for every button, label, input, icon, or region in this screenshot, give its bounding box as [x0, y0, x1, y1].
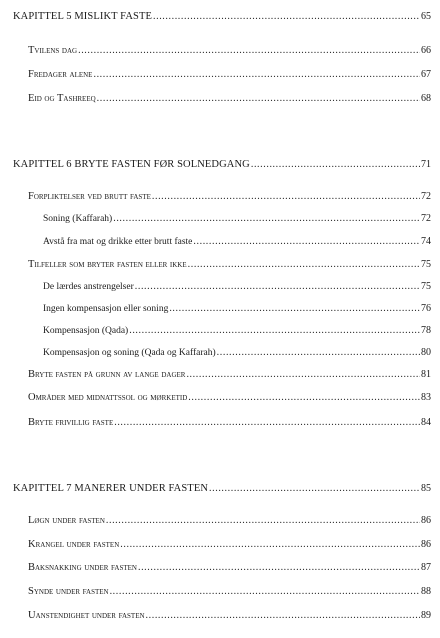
entry-label: Baksnakking under fasten [28, 562, 137, 573]
dot-leader [193, 235, 420, 249]
page-number: 81 [421, 369, 431, 380]
page-number: 80 [421, 347, 431, 358]
dot-leader [114, 416, 420, 430]
dot-leader [169, 302, 420, 316]
toc-entry[interactable] [28, 92, 431, 106]
toc-subentry[interactable] [43, 235, 431, 249]
entry-label: Områder med midnattssol og mørketid [28, 392, 188, 403]
entry-label: Uanstendighet under fasten [28, 610, 145, 621]
entry-label: Forpliktelser ved brutt faste [28, 191, 151, 202]
toc-entry[interactable] [28, 258, 431, 272]
page-number: 86 [421, 515, 431, 526]
page-number: 76 [421, 303, 431, 314]
entry-label: Tvilens dag [28, 45, 78, 56]
page-number: 74 [421, 236, 431, 247]
dot-leader [106, 514, 420, 528]
dot-leader [129, 324, 420, 338]
entry-label: Kompensasjon (Qada) [43, 326, 129, 336]
page-number: 83 [421, 392, 431, 403]
dot-leader [135, 280, 420, 294]
toc-entry[interactable] [28, 609, 431, 623]
toc-entry[interactable] [28, 538, 431, 552]
page-number: 87 [421, 562, 431, 573]
page-number: 89 [421, 610, 431, 621]
entry-label: Krangel under fasten [28, 539, 120, 550]
toc-entry[interactable] [28, 514, 431, 528]
chapter-title: KAPITTEL 6 BRYTE FASTEN FØR SOLNEDGANG [13, 159, 250, 170]
entry-label: Kompensasjon og soning (Qada og Kaffarah) [43, 348, 216, 358]
page-number: 65 [421, 11, 431, 22]
page-number: 84 [421, 417, 431, 428]
toc-chapter-7[interactable] [13, 482, 431, 496]
dot-leader [146, 609, 420, 623]
toc-subentry[interactable] [43, 280, 431, 294]
entry-label: Soning (Kaffarah) [43, 214, 113, 224]
chapter-title: KAPITTEL 7 MANERER UNDER FASTEN [13, 483, 209, 494]
dot-leader [188, 258, 420, 272]
dot-leader [97, 92, 420, 106]
page-number: 86 [421, 539, 431, 550]
dot-leader [110, 585, 420, 599]
toc-subentry[interactable] [43, 212, 431, 226]
page-number: 88 [421, 586, 431, 597]
dot-leader [78, 44, 420, 58]
entry-label: De lærdes anstrengelser [43, 282, 134, 292]
page-number: 72 [421, 191, 431, 202]
entry-label: Bryte frivillig faste [28, 417, 114, 428]
entry-label: Bryte fasten på grunn av lange dager [28, 369, 186, 380]
toc-entry[interactable] [28, 368, 431, 382]
toc-chapter-5[interactable] [13, 10, 431, 24]
entry-label: Fredager alene [28, 69, 93, 80]
chapter-title: KAPITTEL 5 MISLIKT FASTE [13, 11, 152, 22]
dot-leader [152, 190, 420, 204]
entry-label: Eid og Tashreeq [28, 93, 96, 104]
dot-leader [188, 391, 420, 405]
page-number: 75 [421, 259, 431, 270]
entry-label: Avstå fra mat og drikke etter brutt faste [43, 237, 193, 247]
toc-subentry[interactable] [43, 302, 431, 316]
toc-entry[interactable] [28, 585, 431, 599]
page-number: 85 [421, 483, 431, 494]
dot-leader [93, 68, 420, 82]
toc-entry[interactable] [28, 561, 431, 575]
toc-entry[interactable] [28, 68, 431, 82]
page-number: 71 [421, 159, 431, 170]
page-number: 72 [421, 213, 431, 224]
dot-leader [120, 538, 420, 552]
page-number: 75 [421, 281, 431, 292]
entry-label: Løgn under fasten [28, 515, 105, 526]
entry-label: Ingen kompensasjon eller soning [43, 304, 169, 314]
entry-label: Tilfeller som bryter fasten eller ikke [28, 259, 187, 270]
dot-leader [138, 561, 420, 575]
dot-leader [251, 158, 420, 172]
dot-leader [186, 368, 420, 382]
toc-entry[interactable] [28, 391, 431, 405]
page-number: 67 [421, 69, 431, 80]
page-number: 78 [421, 325, 431, 336]
toc-subentry[interactable] [43, 324, 431, 338]
dot-leader [113, 212, 420, 226]
dot-leader [153, 10, 420, 24]
dot-leader [209, 482, 420, 496]
toc-entry[interactable] [28, 44, 431, 58]
toc-chapter-6[interactable] [13, 158, 431, 172]
page-number: 66 [421, 45, 431, 56]
toc-entry[interactable] [28, 416, 431, 430]
page-number: 68 [421, 93, 431, 104]
entry-label: Synde under fasten [28, 586, 109, 597]
toc-subentry[interactable] [43, 346, 431, 360]
toc-entry[interactable] [28, 190, 431, 204]
dot-leader [217, 346, 420, 360]
